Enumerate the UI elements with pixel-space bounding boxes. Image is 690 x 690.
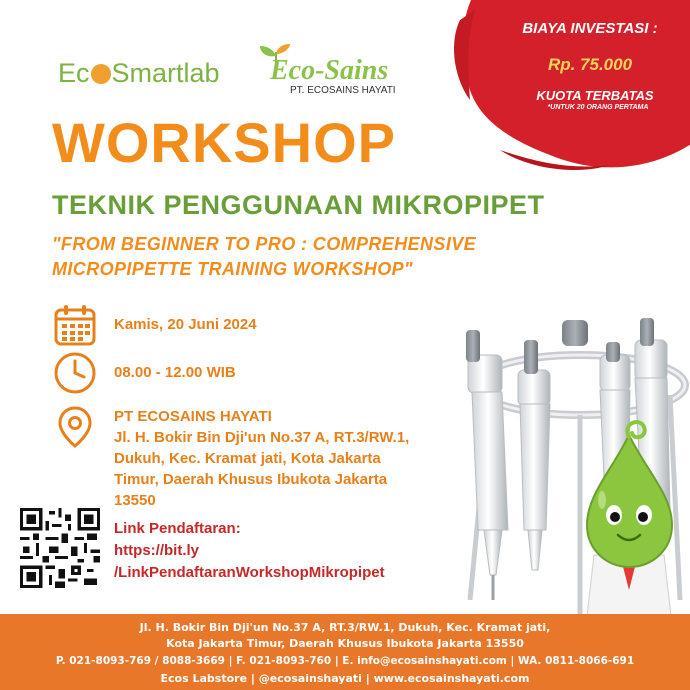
ecosmartlab-logo-text-post: Smartlab	[111, 58, 220, 88]
ecosains-logo: Eco-Sains	[270, 55, 389, 86]
mascot-image	[572, 415, 687, 625]
venue-address-line: 13550	[114, 492, 156, 509]
price-amount: Rp. 75.000	[547, 55, 633, 74]
registration-label: Link Pendaftaran:	[114, 520, 241, 537]
venue	[114, 406, 409, 511]
clock-icon	[52, 350, 98, 396]
quota-note: *UNTUK 20 ORANG PERTAMA	[547, 104, 649, 111]
workshop-topic: TEKNIK PENGGUNAAN MIKROPIPET	[52, 190, 545, 220]
ecosmartlab-logo-text-pre: Ec	[58, 58, 90, 88]
ecosains-subtitle: PT. ECOSAINS HAYATI	[290, 85, 396, 96]
venue-address-line: Dukuh, Kec. Kramat jati, Kota Jakarta	[114, 450, 381, 467]
footer-social: Ecos Labstore | @ecosainshayati | www.ecosainshayati.com	[160, 672, 530, 685]
footer-address-line: Kota Jakarta Timur, Daerah Khusus Ibukota Jakarta 13550	[166, 637, 524, 650]
venue-address-line: Timur, Daerah Khusus Ibukota Jakarta	[114, 471, 388, 488]
price-title: BIAYA INVESTASI :	[522, 20, 658, 37]
event-date: Kamis, 20 Juni 2024	[114, 316, 257, 333]
venue-address-line: Jl. H. Bokir Bin Dji'un No.37 A, RT.3/RW.1,	[114, 429, 410, 446]
event-time: 08.00 - 12.00 WIB	[114, 364, 236, 381]
registration-link[interactable]: https://bit.ly	[114, 542, 199, 559]
venue-name: PT ECOSAINS HAYATI	[114, 408, 272, 425]
location-pin-icon	[52, 404, 98, 450]
footer-address-line: Jl. H. Bokir Bin Dji'un No.37 A, RT.3/RW.1, Dukuh, Kec. Kramat jati,	[139, 621, 551, 634]
calendar-icon	[52, 302, 98, 348]
leaf-o-icon	[91, 64, 111, 84]
registration-link[interactable]: /LinkPendaftaranWorkshopMikropipet	[114, 564, 385, 581]
qr-code[interactable]	[20, 508, 100, 588]
page-title: WORKSHOP	[52, 111, 396, 174]
workshop-tagline: "FROM BEGINNER TO PRO : COMPREHENSIVE MICROPIPETTE TRAINING WORKSHOP"	[52, 234, 477, 279]
quota-label: KUOTA TERBATAS	[536, 88, 654, 103]
ecosmartlab-logo	[58, 58, 220, 89]
registration	[114, 518, 385, 584]
footer-contact: P. 021-8093-769 / 8088-3669 | F. 021-8093-760 | E. info@ecosainshayati.com | WA. 0811-8066-691	[55, 655, 635, 667]
